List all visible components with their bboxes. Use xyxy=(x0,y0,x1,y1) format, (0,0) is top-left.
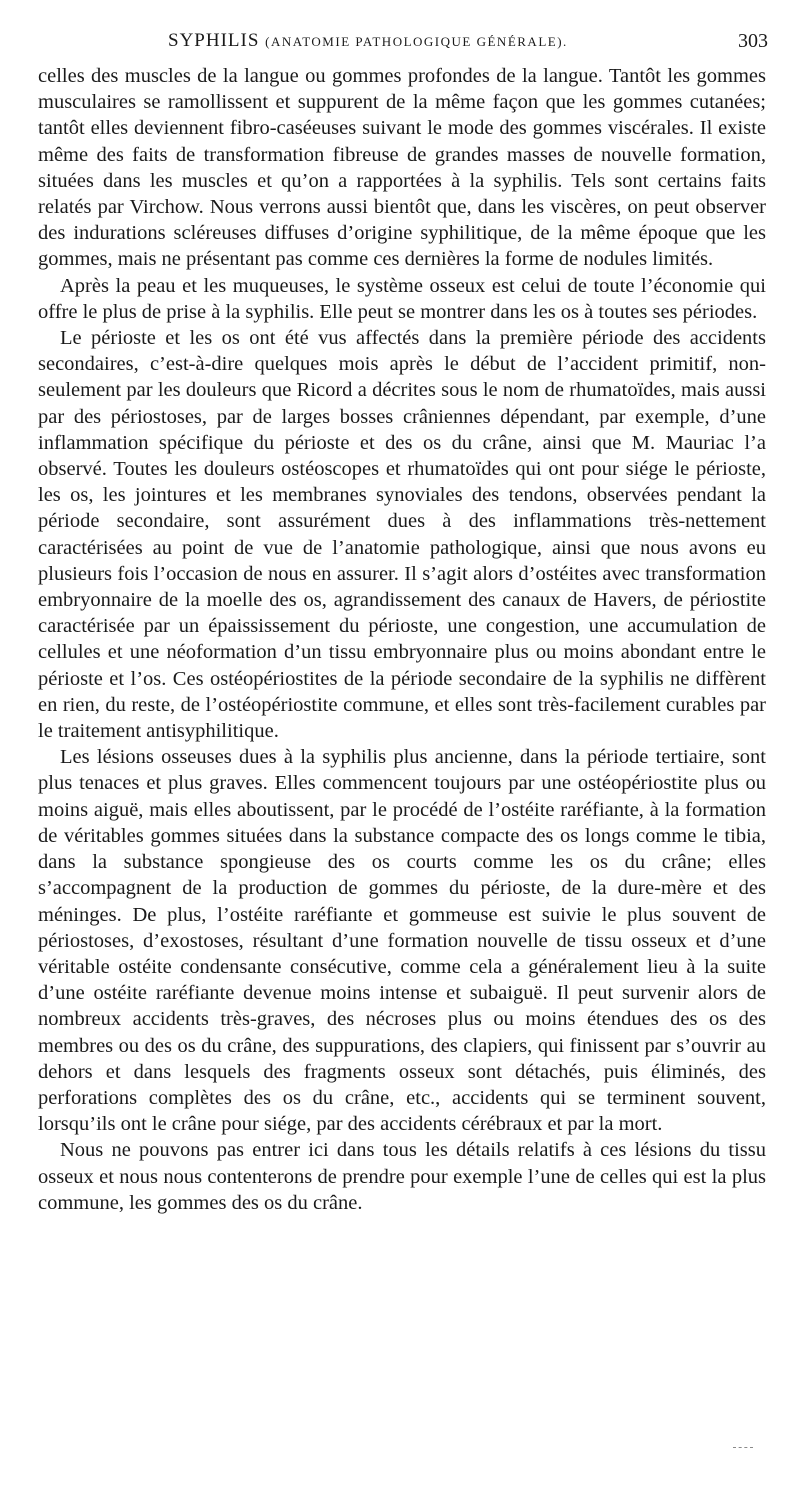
paragraph: Après la peau et les muqueuses, le système osseux est celui de toute l’économie qui offre le plus de prise à la syphilis. Elle peut se montrer dans les os à toutes ses périodes. xyxy=(38,274,766,323)
running-title-sub: (ANATOMIE PATHOLOGIQUE GÉNÉRALE). xyxy=(265,34,568,49)
page-number: 303 xyxy=(738,30,768,52)
paragraph: Nous ne pouvons pas entrer ici dans tous les détails relatifs à ces lésions du tissu osseux et nous nous contenterons de prendre pour exemple l’une de celles qui est la plus commune, les gommes des os du crâne. xyxy=(38,1139,766,1214)
scan-mark xyxy=(733,1447,753,1450)
paragraph: Les lésions osseuses dues à la syphilis plus ancienne, dans la période tertiaire, sont plus tenaces et plus graves. Elles commencent toujours par une ostéopériostite plus ou moins aiguë, mais elles aboutissent, par le procédé de l’ostéite raréfiante, à la formation de véritables gommes situées dans la substance compacte des os longs comme le tibia, dans la substance spongieuse des os courts comme les os du crâne; elles s’accompagnent de la production de gommes du périoste, de la dure-mère et des méninges. De plus, l’ostéite raréfiante et gommeuse est suivie le plus souvent de périostoses, d’exostoses, résultant d’une formation nouvelle de tissu osseux et d’une véritable ostéite condensante consécutive, comme cela a généralement lieu à la suite d’une ostéite raréfiante devenue moins intense et subaiguë. Il peut survenir alors de nombreux accidents très-graves, des nécroses plus ou moins étendues des os des membres ou des os du crâne, des suppurations, des clapiers, qui finissent par s’ouvrir au dehors et dans lesquels des fragments osseux sont détachés, puis éliminés, des perforations complètes des os du crâne, etc., accidents qui se terminent souvent, lorsqu’ils ont le crâne pour siége, par des accidents cérébraux et par la mort. xyxy=(38,746,766,1136)
running-title xyxy=(168,30,568,52)
body-text xyxy=(38,63,766,1216)
paragraph: Le périoste et les os ont été vus affectés dans la première période des accidents secondaires, c’est-à-dire quelques mois après le début de l’accident primitif, non-seulement par les douleurs que Ricord a décrites sous le nom de rhumatoïdes, mais aussi par des périostoses, par de larges bosses crâniennes dépendant, par exemple, d’une inflammation spécifique du périoste et des os du crâne, ainsi que M. Mauriac l’a observé. Toutes les douleurs ostéoscopes et rhumatoïdes qui ont pour siége le périoste, les os, les jointures et les membranes synoviales des tendons, observées pendant la période secondaire, sont assurément dues à des inflammations très-nettement caractérisées au point de vue de l’anatomie pathologique, ainsi que nous avons eu plusieurs fois l’occasion de nous en assurer. Il s’agit alors d’ostéites avec transformation embryonnaire de la moelle des os, agrandissement des canaux de Havers, de périostite caractérisée par un épaississement du périoste, une congestion, une accumulation de cellules et une néoformation d’un tissu embryonnaire plus ou moins abondant entre le périoste et l’os. Ces ostéopériostites de la période secondaire de la syphilis ne diffèrent en rien, du reste, de l’ostéopériostite commune, et elles sont très-facilement curables par le traitement antisyphilitique. xyxy=(38,327,766,743)
running-title-main: SYPHILIS xyxy=(168,30,260,51)
paragraph-continuation: celles des muscles de la langue ou gommes profondes de la langue. Tantôt les gommes musculaires se ramollissent et suppurent de la même façon que les gommes cutanées; tantôt elles deviennent fibro-caséeuses suivant le mode des gommes viscérales. Il existe même des faits de transformation fibreuse de grandes masses de nouvelle formation, situées dans les muscles et qu’on a rapportées à la syphilis. Tels sont certains faits relatés par Virchow. Nous verrons aussi bientôt que, dans les viscères, on peut observer des indurations scléreuses diffuses d’origine syphilitique, de la même époque que les gommes, mais ne présentant pas comme ces dernières la forme de nodules limités. xyxy=(38,65,766,271)
running-head xyxy=(38,30,768,60)
